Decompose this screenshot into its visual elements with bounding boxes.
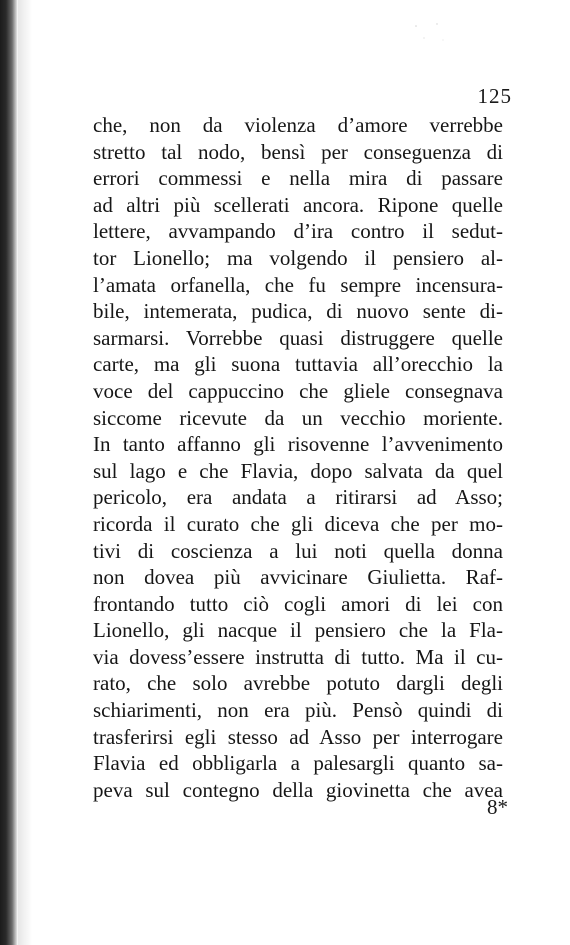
text-line: sarmarsi. Vorrebbe quasi distruggere quelle bbox=[93, 325, 503, 350]
text-line: sul lago e che Flavia, dopo salvata da quel bbox=[93, 458, 503, 483]
text-line: non dovea più avvicinare Giulietta. Raf- bbox=[93, 565, 503, 590]
text-line: ricorda il curato che gli diceva che per mo- bbox=[93, 511, 503, 536]
text-line: voce del cappuccino che gliele consegnava bbox=[93, 378, 503, 403]
text-line: pericolo, era andata a ritirarsi ad Asso; bbox=[93, 485, 503, 510]
page-number: 125 bbox=[477, 84, 512, 108]
text-line: peva sul contegno della giovinetta che avea bbox=[93, 777, 503, 802]
text-line: rato, che solo avrebbe potuto dargli degli bbox=[93, 671, 503, 696]
text-line: tor Lionello; ma volgendo il pensiero al- bbox=[93, 245, 503, 270]
book-binding-edge bbox=[0, 0, 18, 945]
text-line: siccome ricevute da un vecchio moriente. bbox=[93, 405, 503, 430]
text-line: via dovess’essere instrutta di tutto. Ma il cu- bbox=[93, 644, 503, 669]
text-line: lettere, avvampando d’ira contro il sedut- bbox=[93, 219, 503, 244]
text-line: frontando tutto ciò cogli amori di lei con bbox=[93, 591, 503, 616]
text-line: che, non da violenza d’amore verrebbe bbox=[93, 113, 503, 137]
text-line: tivi di coscienza a lui noti quella donna bbox=[93, 538, 503, 563]
text-line: trasferirsi egli stesso ad Asso per interrogare bbox=[93, 724, 503, 749]
text-line: stretto tal nodo, bensì per conseguenza di bbox=[93, 139, 503, 164]
body-text bbox=[93, 112, 503, 803]
gutter-shadow bbox=[18, 0, 32, 945]
text-line: ad altri più scellerati ancora. Ripone quelle bbox=[93, 192, 503, 217]
paper-specks bbox=[410, 18, 450, 48]
text-line: l’amata orfanella, che fu sempre incensura- bbox=[93, 272, 503, 297]
text-line: schiarimenti, non era più. Pensò quindi di bbox=[93, 698, 503, 723]
text-line: carte, ma gli suona tuttavia all’orecchio la bbox=[93, 352, 503, 377]
text-line: In tanto affanno gli risovenne l’avvenimento bbox=[93, 432, 503, 457]
text-line: bile, intemerata, pudica, di nuovo sente di- bbox=[93, 299, 503, 324]
text-line: Lionello, gli nacque il pensiero che la Fla- bbox=[93, 618, 503, 643]
text-line: Flavia ed obbligarla a palesargli quanto sa- bbox=[93, 751, 503, 776]
text-line: errori commessi e nella mira di passare bbox=[93, 166, 503, 191]
signature-mark: 8* bbox=[487, 795, 508, 819]
